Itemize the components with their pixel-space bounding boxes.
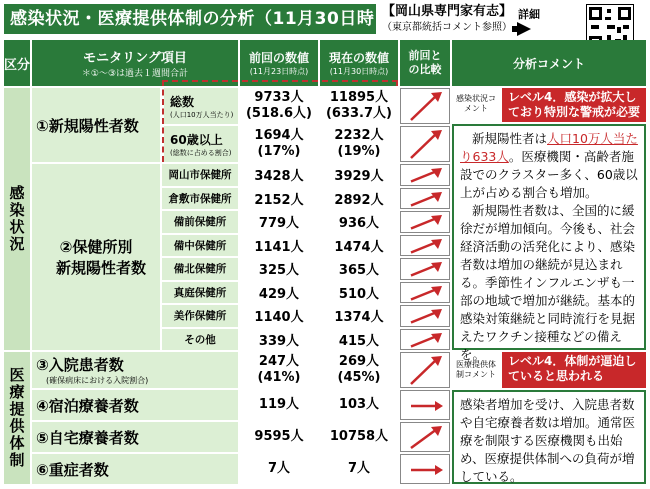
col-header-section: 区分 bbox=[4, 40, 30, 86]
over60-curr bbox=[320, 126, 398, 162]
health-center-name bbox=[162, 164, 238, 186]
infection-comment-post: 。医療機関・高齢者施設でのクラスター多く、60歳以上が占める割合も増加。 bbox=[460, 149, 638, 200]
health-center-prev-text: 429人 bbox=[258, 286, 300, 302]
health-center-prev-text: 2152人 bbox=[254, 192, 304, 208]
infection-comment-body: 新規陽性者数は、全国的に緩徐だが増加傾向。今後も、社会経済活動の活発化により、感染者数は増加の継続が見込まれる。季節性インフルエンザも一部の地域で増加が継続。基本的感染対策継続と同時流行を見据えたワクチン接種などの備えを。 bbox=[460, 203, 636, 362]
row-inpatient-label bbox=[32, 352, 238, 388]
infection-comment-tag: 感染状況コメント bbox=[456, 94, 496, 113]
section-medical: 医療提供体制 bbox=[4, 352, 30, 484]
hotel-curr bbox=[320, 390, 398, 420]
arrow-right-icon bbox=[401, 455, 451, 485]
total-curr bbox=[320, 88, 398, 124]
inpatient-curr-rate: (45%) bbox=[337, 370, 381, 385]
health-center-name-text: 岡山市保健所 bbox=[168, 169, 232, 182]
infection-comment-highlight: 人口10万人当たり633人 bbox=[460, 131, 638, 164]
health-center-prev-text: 1141人 bbox=[254, 239, 304, 255]
severe-label: ⑥重症者数 bbox=[36, 460, 109, 479]
arrow-up-right-icon bbox=[401, 212, 451, 234]
medical-comment: 感染者増加を受け、入院患者数や自宅療養者数は増加。通常医療を制限する医療機関も出始め、医療提供体制への負荷が増している。 bbox=[452, 390, 646, 484]
inpatient-curr bbox=[320, 352, 398, 388]
over60-curr-value: 2232人 bbox=[334, 128, 384, 143]
compare-arrow-cell bbox=[400, 282, 450, 304]
page-title: 感染状況・医療提供体制の分析（11月30日時 bbox=[4, 4, 376, 34]
organization-label: 【岡山県専門家有志】 bbox=[382, 4, 513, 19]
health-center-curr bbox=[320, 329, 398, 351]
home-curr-value: 10758人 bbox=[329, 429, 389, 444]
arrow-up-right-icon bbox=[401, 259, 451, 281]
home-prev-value: 9595人 bbox=[254, 429, 304, 444]
health-center-curr bbox=[320, 282, 398, 304]
hotel-prev-value: 119人 bbox=[258, 397, 300, 412]
compare-arrow-cell bbox=[400, 126, 450, 162]
col-header-compare: 前回との比較 bbox=[400, 40, 450, 86]
health-center-prev-text: 3428人 bbox=[254, 169, 304, 185]
inpatient-prev bbox=[240, 352, 318, 388]
health-center-prev bbox=[240, 164, 318, 186]
arrow-up-right-icon bbox=[401, 189, 451, 211]
over60-prev bbox=[240, 126, 318, 162]
health-center-name bbox=[162, 188, 238, 210]
health-center-prev bbox=[240, 188, 318, 210]
new-positive-label: ①新規陽性者数 bbox=[36, 116, 139, 135]
inpatient-curr-value: 269人 bbox=[338, 354, 380, 369]
health-center-curr-text: 3929人 bbox=[334, 169, 384, 185]
compare-arrow-cell bbox=[400, 352, 450, 388]
health-center-prev-text: 1140人 bbox=[254, 310, 304, 326]
total-curr-rate: (633.7人) bbox=[325, 106, 392, 121]
health-center-name-text: 真庭保健所 bbox=[173, 286, 227, 299]
health-center-name bbox=[162, 305, 238, 327]
health-center-name bbox=[162, 329, 238, 351]
arrow-up-right-icon bbox=[401, 423, 451, 453]
over60-prev-value: 1694人 bbox=[254, 128, 304, 143]
row-total-sublabel bbox=[164, 88, 238, 124]
compare-arrow-cell bbox=[400, 422, 450, 452]
total-prev-value: 9733人 bbox=[254, 90, 304, 105]
compare-arrow-cell bbox=[400, 235, 450, 257]
health-center-prev bbox=[240, 305, 318, 327]
compare-arrow-cell bbox=[400, 188, 450, 210]
compare-arrow-cell bbox=[400, 329, 450, 351]
hotel-label: ④宿泊療養者数 bbox=[36, 396, 139, 415]
total-curr-value: 11895人 bbox=[329, 90, 389, 105]
health-center-prev bbox=[240, 211, 318, 233]
health-center-name-text: 備前保健所 bbox=[173, 216, 227, 229]
over60-label: 60歳以上 bbox=[170, 132, 223, 147]
health-center-curr bbox=[320, 211, 398, 233]
infection-comment-pre: 新規陽性者は bbox=[472, 131, 548, 146]
hotel-prev bbox=[240, 390, 318, 420]
inpatient-label: ③入院患者数 bbox=[36, 356, 124, 374]
col-header-prev-date: (11月23日時点) bbox=[249, 67, 309, 76]
row-new-positive-label bbox=[32, 88, 160, 162]
health-center-curr-text: 510人 bbox=[338, 286, 380, 302]
hotel-curr-value: 103人 bbox=[338, 397, 380, 412]
col-header-comment: 分析コメント bbox=[452, 40, 646, 86]
health-center-prev-text: 339人 bbox=[258, 333, 300, 349]
severe-prev bbox=[240, 454, 318, 484]
health-center-label2: 新規陽性者数 bbox=[55, 259, 146, 277]
severe-prev-value: 7人 bbox=[267, 461, 291, 476]
health-center-curr bbox=[320, 258, 398, 280]
home-curr bbox=[320, 422, 398, 452]
arrow-up-right-icon bbox=[401, 236, 451, 258]
arrow-up-right-icon bbox=[401, 353, 451, 389]
health-center-curr-text: 365人 bbox=[338, 263, 380, 279]
inpatient-prev-value: 247人 bbox=[258, 354, 300, 369]
total-prev-rate: (518.6人) bbox=[245, 106, 312, 121]
section-infection: 感染状況 bbox=[4, 88, 30, 350]
col-header-curr-date: (11月30日時点) bbox=[329, 67, 389, 76]
inpatient-note: (確保病床における入院割合) bbox=[46, 376, 149, 385]
health-center-name bbox=[162, 258, 238, 280]
over60-curr-rate: (19%) bbox=[337, 144, 381, 159]
severe-curr bbox=[320, 454, 398, 484]
arrow-up-right-icon bbox=[401, 165, 451, 187]
arrow-up-right-icon bbox=[401, 89, 451, 125]
health-center-curr-text: 415人 bbox=[338, 333, 380, 349]
health-center-curr bbox=[320, 235, 398, 257]
health-center-curr bbox=[320, 305, 398, 327]
health-center-name bbox=[162, 211, 238, 233]
col-header-prev-label: 前回の数値 bbox=[248, 51, 309, 65]
health-center-prev-text: 325人 bbox=[258, 263, 300, 279]
organization-sub-label: （東京都統括コメント参照） bbox=[382, 22, 512, 33]
health-center-curr-text: 936人 bbox=[338, 216, 380, 232]
health-center-name-text: 倉敷市保健所 bbox=[168, 192, 232, 205]
arrow-right-icon bbox=[517, 22, 531, 36]
arrow-up-right-icon bbox=[401, 306, 451, 328]
health-center-curr bbox=[320, 188, 398, 210]
health-center-curr bbox=[320, 164, 398, 186]
infection-alert: レベル4．感染が拡大しており特別な警戒が必要 bbox=[502, 88, 646, 122]
row-hotel-label bbox=[32, 390, 238, 420]
arrow-right-icon bbox=[401, 391, 451, 421]
compare-arrow-cell bbox=[400, 390, 450, 420]
infection-comment bbox=[452, 124, 646, 362]
health-center-prev bbox=[240, 329, 318, 351]
row-severe-label bbox=[32, 454, 238, 484]
compare-arrow-cell bbox=[400, 88, 450, 124]
severe-curr-value: 7人 bbox=[347, 461, 371, 476]
compare-arrow-cell bbox=[400, 305, 450, 327]
home-label: ⑤自宅療養者数 bbox=[36, 428, 139, 447]
health-center-curr-text: 1374人 bbox=[334, 310, 384, 326]
inpatient-prev-rate: (41%) bbox=[257, 370, 301, 385]
health-center-name-text: 備中保健所 bbox=[173, 239, 227, 252]
arrow-up-right-icon bbox=[401, 127, 451, 163]
health-center-curr-text: 2892人 bbox=[334, 192, 384, 208]
arrow-up-right-icon bbox=[401, 283, 451, 305]
health-center-name-text: その他 bbox=[184, 333, 216, 346]
health-center-prev bbox=[240, 258, 318, 280]
over60-prev-rate: (17%) bbox=[257, 144, 301, 159]
row-60plus-sublabel bbox=[164, 126, 238, 162]
medical-alert: レベル4．体制が逼迫していると思われる bbox=[502, 352, 646, 388]
row-health-center-label bbox=[32, 164, 160, 350]
health-center-name bbox=[162, 282, 238, 304]
health-center-prev-text: 779人 bbox=[258, 216, 300, 232]
arrow-up-right-icon bbox=[401, 330, 451, 352]
col-header-curr-label: 現在の数値 bbox=[328, 51, 389, 65]
total-prev bbox=[240, 88, 318, 124]
compare-arrow-cell bbox=[400, 164, 450, 186]
compare-arrow-cell bbox=[400, 211, 450, 233]
compare-arrow-cell bbox=[400, 454, 450, 484]
row-home-label bbox=[32, 422, 238, 452]
health-center-name bbox=[162, 235, 238, 257]
detail-link[interactable]: 詳細 bbox=[518, 8, 540, 21]
over60-note: (総数に占める割合) bbox=[170, 148, 232, 157]
col-header-item-note: ＊①〜③は過去１週間合計 bbox=[81, 69, 189, 79]
health-center-prev bbox=[240, 282, 318, 304]
health-center-label: ②保健所別 bbox=[59, 238, 133, 256]
total-label: 総数 bbox=[170, 94, 195, 109]
home-prev bbox=[240, 422, 318, 452]
col-header-item-label: モニタリング項目 bbox=[83, 51, 187, 66]
health-center-prev bbox=[240, 235, 318, 257]
total-note: (人口10万人当たり) bbox=[170, 110, 234, 119]
medical-comment-tag: 医療提供体制コメント bbox=[456, 360, 496, 379]
health-center-name-text: 美作保健所 bbox=[173, 310, 227, 323]
compare-arrow-cell bbox=[400, 258, 450, 280]
health-center-name-text: 備北保健所 bbox=[173, 263, 227, 276]
health-center-curr-text: 1474人 bbox=[334, 239, 384, 255]
